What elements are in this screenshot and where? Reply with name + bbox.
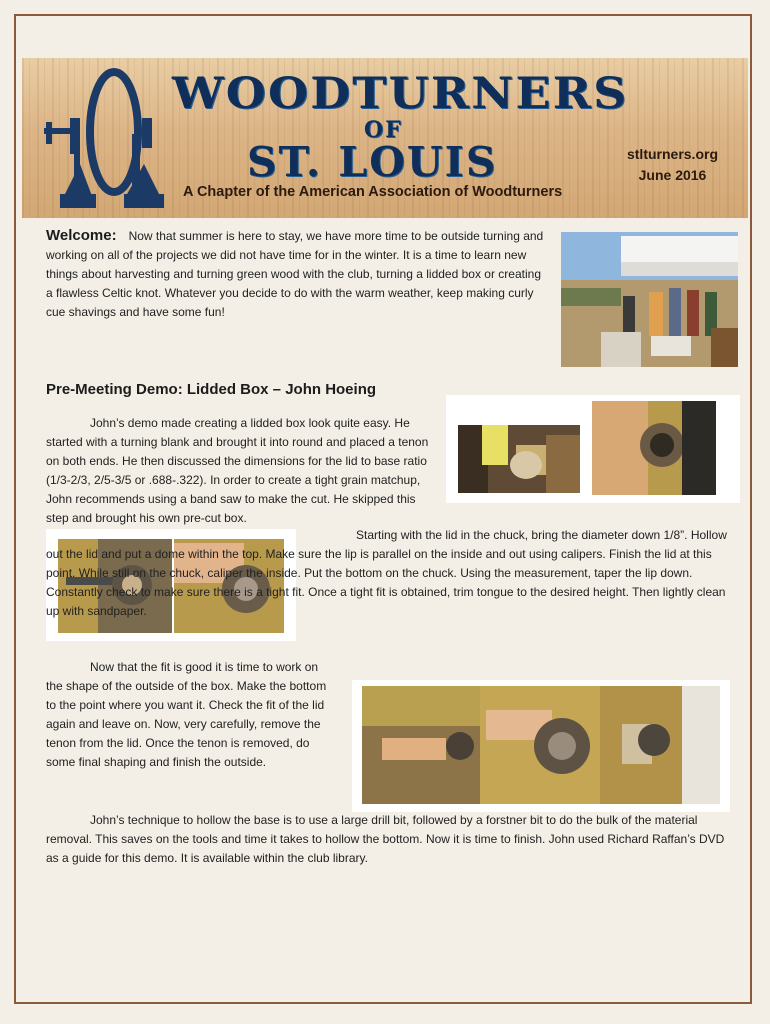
- demo-photos-bottom: [352, 680, 730, 812]
- demo-paragraph-2: [46, 526, 736, 621]
- demo-heading: Pre-Meeting Demo: Lidded Box – John Hoeing: [46, 381, 377, 398]
- demo-paragraph-2-text: Starting with the lid in the chuck, bring the diameter down 1/8”. Hollow out the lid and put a dome within the top. Make sure the lip is parallel on the inside and out using calipers. Finish the lid at this point. While still on the chuck, caliper the inside. Put the bottom on the chuck. Using the measurement, taper the lip down. Constantly check to make sure there is a tight fit. Once a tight fit is obtained, trim tongue to the desired height. Then lightly clean up with sandpaper.: [46, 528, 727, 618]
- demo-paragraph-4-text: John’s technique to hollow the base is to use a large drill bit, followed by a forstner bit to do the bulk of the material removal. This saves on the tools and time it takes to hollow the bottom. Now it is time to finish. John used Richard Raffan’s DVD as a guide for this demo. It is available within the club library.: [46, 813, 725, 865]
- demo-paragraph-4: [46, 811, 736, 868]
- masthead-city: ST. LOUIS: [247, 138, 498, 186]
- website-link[interactable]: stlturners.org: [626, 146, 718, 162]
- demo-paragraph-3-text: Now that the fit is good it is time to work on the shape of the outside of the box. Make the bottom to the point where you want it. Check the fit of the lid again and leave on. Now, very carefully, remove the tenon from the lid. Once the tenon is removed, do some final shaping and finish the outside.: [46, 660, 327, 769]
- welcome-paragraph: [46, 226, 546, 322]
- welcome-body: Now that summer is here to stay, we have more time to be outside turning and working on all of the projects we did not have time for in the winter. It is a time to learn new things about harvesting and turning green wood with the club, turning a lidded box or creating a flawless Celtic knot. Whatever you decide to do with the warm weather, keep making curly cue shavings and have some fun!: [46, 229, 544, 319]
- lathe-logo-icon: [40, 64, 170, 214]
- demo-photos-top: [446, 395, 740, 503]
- welcome-heading: Welcome:: [46, 227, 117, 244]
- chapter-subtitle: A Chapter of the American Association of Woodturners: [183, 184, 563, 200]
- demo-paragraph-1-text: John’s demo made creating a lidded box look quite easy. He started with a turning blank and brought it into round and placed a tenon on both ends. He then discussed the dimensions for the lid to base ratio (1/3-2/3, 2/5-3/5 or .688-.322). In order to create a tight grain matchup, John recommends using a band saw to make the cut. He skipped this step and brought his own pre-cut box.: [46, 416, 429, 525]
- header-banner: [22, 58, 748, 218]
- masthead-of: OF: [364, 117, 403, 143]
- outdoor-event-photo: [561, 232, 738, 367]
- demo-paragraph-3: [46, 658, 336, 772]
- masthead-title: WOODTURNERS: [172, 69, 629, 119]
- issue-date: June 2016: [638, 167, 707, 183]
- demo-paragraph-1: [46, 414, 436, 528]
- site-info: [627, 144, 718, 186]
